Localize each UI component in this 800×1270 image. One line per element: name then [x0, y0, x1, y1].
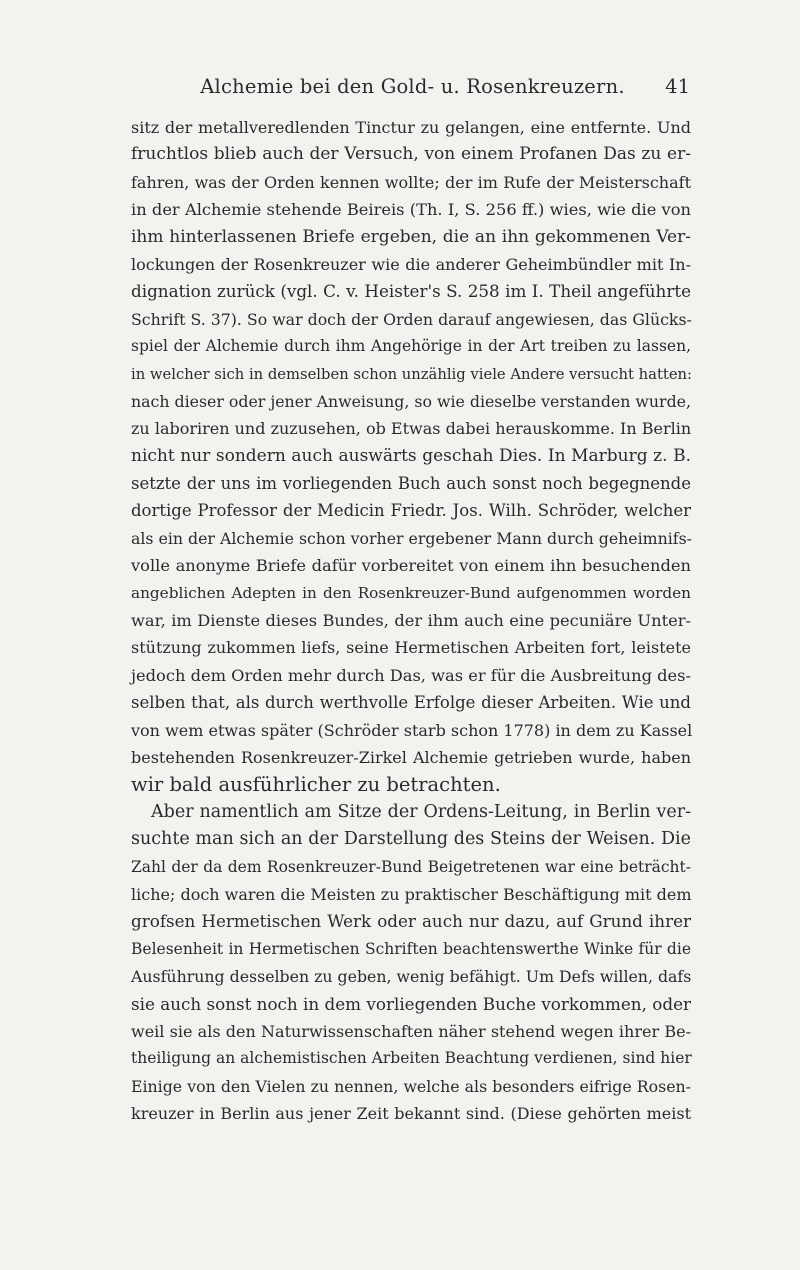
text-line: zu laboriren und zuzusehen, ob Etwas dabei herauskomme. In Berlin — [131, 419, 692, 439]
text-line: in welcher sich in demselben schon unzählig viele Andere versucht hatten: — [131, 365, 693, 383]
text-line: bestehenden Rosenkreuzer-Zirkel Alchemie getrieben wurde, haben — [131, 747, 691, 767]
text-line: lockungen der Rosenkreuzer wie die anderer Geheimbündler mit In- — [131, 254, 691, 274]
text-line: Zahl der da dem Rosenkreuzer-Bund Beigetretenen war eine beträcht- — [131, 857, 691, 876]
text-line: suchte man sich an der Darstellung des Steins der Weisen. Die — [131, 829, 691, 850]
text-line: spiel der Alchemie durch ihm Angehörige in der Art treiben zu lassen, — [131, 337, 691, 356]
text-line: Aber namentlich am Sitze der Ordens-Leitung, in Berlin ver- — [151, 801, 691, 822]
text-line: wir bald ausführlicher zu betrachten. — [131, 773, 501, 797]
text-line: ihm hinterlassenen Briefe ergeben, die an ihn gekommenen Ver- — [131, 226, 691, 247]
text-line: von wem etwas später (Schröder starb schon 1778) in dem zu Kassel — [131, 720, 693, 740]
text-line: in der Alchemie stehende Beireis (Th. I, S. 256 ff.) wies, wie die von — [131, 200, 691, 220]
text-line: selben that, als durch werthvolle Erfolge dieser Arbeiten. Wie und — [131, 693, 691, 713]
text-line: als ein der Alchemie schon vorher ergebener Mann durch geheimnifs- — [131, 528, 692, 548]
text-line: sitz der metallveredlenden Tinctur zu gelangen, eine entfernte. Und — [131, 118, 691, 137]
text-line: nach dieser oder jener Anweisung, so wie dieselbe verstanden wurde, — [131, 391, 691, 411]
text-line: Belesenheit in Hermetischen Schriften beachtenswerthe Winke für die — [131, 939, 691, 958]
text-line: Schrift S. 37). So war doch der Orden darauf angewiesen, das Glücks- — [131, 309, 692, 329]
text-line: fruchtlos blieb auch der Versuch, von einem Profanen Das zu er- — [131, 144, 691, 165]
text-line: nicht nur sondern auch auswärts geschah Dies. In Marburg z. B. — [131, 445, 691, 466]
text-line: kreuzer in Berlin aus jener Zeit bekannt sind. (Diese gehörten meist — [131, 1104, 691, 1124]
text-line: weil sie als den Naturwissenschaften näher stehend wegen ihrer Be- — [131, 1021, 691, 1041]
text-line: volle anonyme Briefe dafür vorbereitet von einem ihn besuchenden — [131, 556, 691, 576]
text-line: theiligung an alchemistischen Arbeiten Beachtung verdienen, sind hier — [131, 1049, 692, 1068]
body-text — [131, 114, 691, 1127]
text-line: war, im Dienste dieses Bundes, der ihm auch eine pecuniäre Unter- — [131, 611, 691, 631]
running-title: Alchemie bei den Gold- u. Rosenkreuzern. — [200, 75, 625, 98]
text-line: grofsen Hermetischen Werk oder auch nur dazu, auf Grund ihrer — [131, 911, 691, 932]
text-line: Ausführung desselben zu geben, wenig befähigt. Um Defs willen, dafs — [131, 967, 692, 987]
text-line: Einige von den Vielen zu nennen, welche als besonders eifrige Rosen- — [131, 1076, 691, 1096]
text-line: dortige Professor der Medicin Friedr. Jos. Wilh. Schröder, welcher — [131, 501, 691, 521]
text-line: setzte der uns im vorliegenden Buch auch sonst noch begegnende — [131, 474, 691, 494]
text-line: fahren, was der Orden kennen wollte; der im Rufe der Meisterschaft — [131, 172, 691, 192]
text-line: dignation zurück (vgl. C. v. Heister's S. 258 im I. Theil angeführte — [131, 281, 691, 302]
page-number: 41 — [665, 75, 690, 98]
text-line: liche; doch waren die Meisten zu praktischer Beschäftigung mit dem — [131, 884, 692, 904]
text-line: stützung zukommen liefs, seine Hermetischen Arbeiten fort, leistete — [131, 638, 691, 658]
text-line: angeblichen Adepten in den Rosenkreuzer-Bund aufgenommen worden — [131, 583, 691, 602]
text-line: sie auch sonst noch in dem vorliegenden Buche vorkommen, oder — [131, 993, 691, 1014]
text-line: jedoch dem Orden mehr durch Das, was er für die Ausbreitung des- — [131, 665, 691, 685]
running-head — [135, 74, 690, 100]
